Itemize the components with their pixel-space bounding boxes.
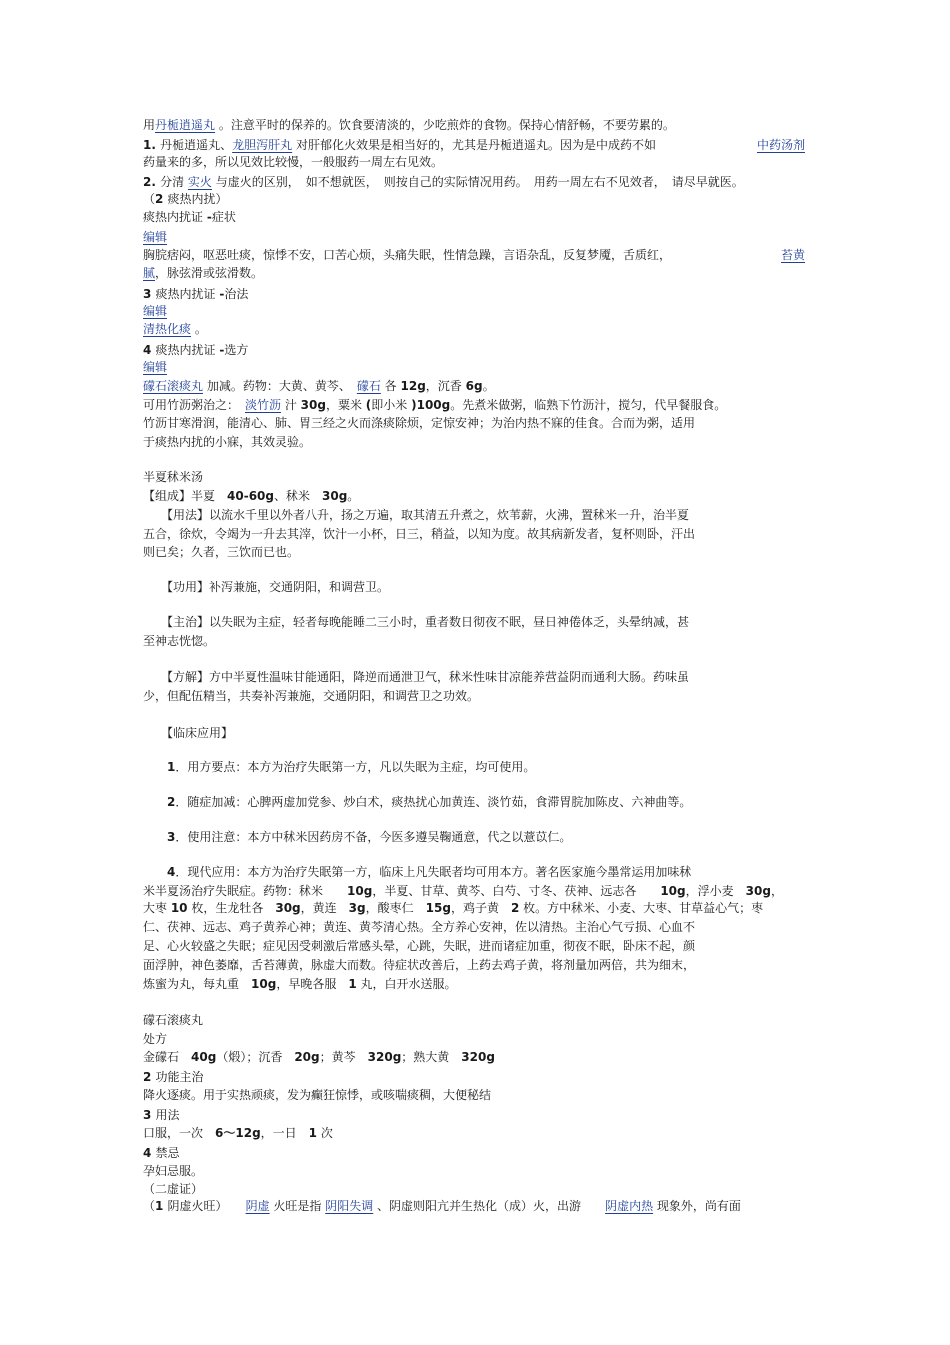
text-line [143, 688, 479, 704]
term-link[interactable]: 礞石滚痰丸 [143, 379, 204, 393]
text-run: （煅）；沉香 [216, 1050, 295, 1064]
text-line [143, 957, 695, 973]
text-run: 2. [143, 175, 161, 189]
text-run: 4 [143, 343, 156, 357]
text-run: 1 [155, 1199, 168, 1213]
text-run: 金礞石 [143, 1050, 192, 1064]
text-line [143, 191, 228, 207]
text-run: 于痰热内扰的小寐，其效灵验。 [143, 435, 312, 449]
text-run: ，酸枣仁 [365, 901, 426, 915]
text-line [143, 633, 215, 649]
text-run: 1 [308, 1126, 318, 1140]
text-run: 40-60g [227, 489, 274, 503]
text-run: 【临床应用】 [143, 726, 234, 740]
text-run: ，黄连 [300, 901, 349, 915]
text-line [143, 919, 695, 935]
text-line [143, 397, 726, 413]
term-link[interactable]: 腻 [143, 266, 156, 280]
text-run: 【功用】补泻兼施，交通阴阳，和调营卫。 [143, 580, 390, 594]
text-run: 大枣 [143, 901, 171, 915]
text-line [143, 1125, 333, 1141]
text-run: 口服，一次 [143, 1126, 216, 1140]
text-run: 。 [191, 322, 207, 336]
text-run [143, 795, 167, 809]
text-run: 30g [745, 884, 771, 898]
term-link[interactable]: 淡竹沥 [245, 398, 282, 412]
text-line [143, 1031, 167, 1047]
text-run: 礞石滚痰丸 [143, 1013, 204, 1027]
text-run: 10g [251, 977, 277, 991]
text-run: 半夏秫米汤 [143, 470, 204, 484]
text-line [143, 759, 535, 775]
text-run: 2 [143, 1070, 156, 1084]
text-line [143, 303, 167, 319]
text-run: 。注意平时的保养的。饮食要清淡的，少吃煎炸的食物。保持心情舒畅，不要劳累的。 [215, 118, 675, 132]
text-run: ，沉香 [425, 379, 466, 393]
text-run: 3 [143, 287, 156, 301]
text-run: 功能主治 [155, 1070, 204, 1084]
text-run: 次 [317, 1126, 333, 1140]
text-line [143, 378, 495, 394]
text-run: ；黄芩 [319, 1050, 368, 1064]
text-run: 炼蜜为丸，每丸重 [143, 977, 252, 991]
text-run: 枚，生龙牡各 [187, 901, 276, 915]
text-run: 30g [300, 398, 326, 412]
text-line [143, 1087, 491, 1103]
text-run: ，一日 [260, 1126, 309, 1140]
text-run: 痰热内扰证 [143, 210, 207, 224]
text-line [143, 321, 207, 337]
text-run: 面浮肿，神色萎靡，舌苔薄黄，脉虚大而数。待症状改善后，上药去鸡子黄，将剂量加两倍，共为细末， [143, 958, 696, 972]
text-run: ．现代应用：本方为治疗失眠第一方，临床上凡失眠者均可用本方。著名医家施今墨常运用加味秫 [175, 865, 692, 879]
text-run: 至神志恍惚。 [143, 634, 216, 648]
text-run: 1. [143, 138, 161, 152]
term-link[interactable]: 编辑 [143, 360, 168, 374]
text-line [143, 359, 167, 375]
text-run: 五合，徐炊，令竭为一升去其滓，饮汁一小杯，日三，稍益，以知为度。故其病新发者，复杯则卧，汗出 [143, 527, 696, 541]
text-run: )100g [411, 398, 451, 412]
text-run: （ [143, 192, 156, 206]
text-run: ，半夏、甘草、黄芩、白芍、寸冬、茯神、远志各 [372, 884, 661, 898]
text-run: ，脉弦滑或弦滑数。 [155, 266, 264, 280]
text-run: 【方解】方中半夏性温味甘能通阳，降逆而通泄卫气，秫米性味甘凉能养营益阴而通利大肠。药味虽 [143, 670, 690, 684]
text-run: 胸脘痞闷，呕恶吐痰，惊悸不安，口苦心烦，头痛失眠，性情急躁，言语杂乱，反复梦魇，舌质红， [143, 248, 672, 262]
text-line [143, 265, 263, 281]
text-line [143, 669, 689, 685]
term-link[interactable]: 阴虚 [245, 1199, 270, 1213]
text-line [143, 247, 671, 263]
text-run: 选方 [224, 343, 249, 357]
text-run: 2 [510, 901, 520, 915]
text-run [143, 830, 167, 844]
text-run: 即小米 [371, 398, 412, 412]
term-link[interactable]: 清热化痰 [143, 322, 192, 336]
text-run: ．用方要点：本方为治疗失眠第一方，凡以失眠为主症，均可使用。 [175, 760, 536, 774]
text-run [143, 760, 167, 774]
text-run: 汁 [281, 398, 301, 412]
text-run: 10g [660, 884, 686, 898]
text-run: 4 [167, 865, 176, 879]
text-run: ．使用注意：本方中秫米因药房不备，今医多遵吴鞠通意，代之以薏苡仁。 [175, 830, 572, 844]
text-line [143, 469, 203, 485]
text-line [143, 1012, 203, 1028]
text-run: 。 [347, 489, 360, 503]
text-run: 【主治】以失眠为主症，轻者每晚能睡二三小时，重者数日彻夜不眠，昼日神倦体乏，头晕纳减，甚 [143, 615, 690, 629]
text-run: 3 [167, 830, 176, 844]
text-run: 加减。药物：大黄、黄芩、 [203, 379, 357, 393]
term-link[interactable]: 阴虚内热 [605, 1199, 654, 1213]
text-run: 320g [367, 1050, 402, 1064]
text-run: ．随症加减：心脾两虚加党参、炒白术，痰热扰心加黄连、淡竹茹，食滞胃脘加陈皮、六神曲等。 [175, 795, 692, 809]
text-line [143, 488, 359, 504]
text-run: 。先煮米做粥，临熟下竹沥汁，搅匀，代早餐服食。 [450, 398, 727, 412]
text-line [143, 209, 236, 225]
text-line [143, 286, 248, 302]
text-line [143, 579, 389, 595]
text-line [143, 544, 299, 560]
text-run: - [219, 343, 225, 357]
text-run: 用法 [155, 1108, 180, 1122]
text-line [143, 883, 783, 899]
text-run: ，鸡子黄 [450, 901, 511, 915]
text-run: 20g [294, 1050, 320, 1064]
text-run: 则已矣；久者，三饮而已也。 [143, 545, 300, 559]
text-run: 丹栀逍遥丸、 [160, 138, 233, 152]
text-run: ， [770, 884, 783, 898]
text-run: （二虚证） [143, 1182, 204, 1196]
text-line [143, 614, 689, 630]
text-line [143, 725, 233, 741]
text-run: 痰热内扰证 [155, 287, 220, 301]
text-run: ( [365, 398, 372, 412]
text-run: 3g [348, 901, 366, 915]
text-run: 。 [482, 379, 495, 393]
text-run: 2 [155, 192, 168, 206]
term-link[interactable]: 丹栀逍遥丸 [155, 118, 216, 132]
text-run: ；熟大黄 [401, 1050, 462, 1064]
text-run: ，早晚各服 [276, 977, 349, 991]
text-line [143, 829, 571, 845]
text-line [143, 117, 675, 133]
text-run: 火旺是指 [269, 1199, 326, 1213]
text-run: 丸，白开水送服。 [356, 977, 457, 991]
text-run: 、秫米 [273, 489, 322, 503]
text-run: 禁忌 [155, 1146, 180, 1160]
text-line [143, 1145, 180, 1161]
text-line [143, 1163, 203, 1179]
term-link[interactable]: 礞石 [356, 379, 381, 393]
text-run: 少，但配伍精当，共奏补泻兼施，交通阴阳，和调营卫之功效。 [143, 689, 480, 703]
text-run: 分清 [160, 175, 188, 189]
text-line [143, 976, 457, 992]
term-link[interactable]: 中药汤剂 [756, 138, 805, 152]
text-run: 1 [348, 977, 357, 991]
text-line [143, 900, 763, 916]
text-run: 40g [191, 1050, 217, 1064]
text-run: 药量来的多，所以见效比较慢，一般服药一周左右见效。 [143, 155, 444, 169]
text-run: 对肝郁化火效果是相当好的，尤其是丹栀逍遥丸。因为是中成药不如 [292, 138, 656, 152]
text-run: 与虚火的区别， 如不想就医， 则按自己的实际情况用药。 用药一周左右不见效者， 请尽早就医。 [211, 175, 744, 189]
text-run: 30g [322, 489, 348, 503]
text-run: 现象外，尚有面 [653, 1199, 741, 1213]
text-run: 2 [167, 795, 176, 809]
text-run: 竹沥甘寒滑润，能清心、肺、胃三经之火而涤痰除烦，定惊安神；为治内热不寐的佳食。合而为粥，适用 [143, 416, 696, 430]
text-line [143, 794, 691, 810]
text-line [143, 864, 691, 880]
text-line [143, 1198, 741, 1214]
text-run: 10 [170, 901, 188, 915]
text-run: - [219, 287, 225, 301]
text-run: 30g [275, 901, 301, 915]
text-line [143, 1107, 180, 1123]
text-run: ，粟米 [325, 398, 366, 412]
term-link[interactable]: 苔黄 [780, 248, 805, 262]
text-line [143, 434, 311, 450]
text-run: 15g [425, 901, 451, 915]
text-line [143, 154, 443, 170]
text-line [143, 229, 167, 245]
text-line [143, 526, 695, 542]
text-line [143, 1049, 495, 1065]
text-run: 【用法】以流水千里以外者八升，扬之万遍，取其清五升煮之，炊苇薪，火沸，置秫米一升，治半夏 [143, 508, 690, 522]
text-line [143, 938, 695, 954]
term-link[interactable]: 实火 [187, 175, 212, 189]
text-run: 米半夏汤治疗失眠症。药物：秫米 [143, 884, 348, 898]
text-run: 用 [143, 118, 156, 132]
text-run: 阴虚火旺） [167, 1199, 246, 1213]
text-run: 仁、茯神、远志、鸡子黄养心神；黄连、黄芩清心热。全方养心安神，佐以清热。主治心气亏损、心血不 [143, 920, 696, 934]
term-link[interactable]: 龙胆泻肝丸 [232, 138, 293, 152]
text-line [143, 415, 695, 431]
term-link[interactable]: 阴阳失调 [325, 1199, 374, 1213]
term-link[interactable]: 编辑 [143, 304, 168, 318]
term-link[interactable]: 编辑 [143, 230, 168, 244]
text-line [143, 174, 744, 190]
text-run: 4 [143, 1146, 156, 1160]
text-run: 6～12g [215, 1126, 261, 1140]
text-run: 痰热内扰） [167, 192, 228, 206]
text-run: ，浮小麦 [685, 884, 746, 898]
text-run: 痰热内扰证 [155, 343, 220, 357]
text-run: - [206, 210, 212, 224]
text-run: 【组成】半夏 [143, 489, 228, 503]
text-run: 处方 [143, 1032, 168, 1046]
text-run: 10g [347, 884, 373, 898]
text-run: 1 [167, 760, 176, 774]
text-run: 12g [400, 379, 426, 393]
text-run: 枚。方中秫米、小麦、大枣、甘草益心气；枣 [519, 901, 764, 915]
text-run: 治法 [224, 287, 249, 301]
text-run [143, 865, 167, 879]
text-run: 各 [380, 379, 401, 393]
text-run: 、阴虚则阳亢并生热化（成）火，出游 [373, 1199, 606, 1213]
text-line [143, 507, 689, 523]
text-line [143, 1069, 204, 1085]
text-line [143, 1181, 203, 1197]
text-run: 降火逐痰。用于实热顽痰，发为癫狂惊悸，或咳喘痰稠，大便秘结 [143, 1088, 492, 1102]
text-line [143, 342, 248, 358]
text-run: 足、心火较盛之失眠；症见因受刺激后常感头晕，心跳，失眠，进而诸症加重，彻夜不眠，卧床不起，颜 [143, 939, 696, 953]
text-run: 320g [461, 1050, 495, 1064]
text-run: 孕妇忌服。 [143, 1164, 204, 1178]
text-run: （ [143, 1199, 156, 1213]
text-run: 3 [143, 1108, 156, 1122]
text-run: 6g [465, 379, 483, 393]
text-run: 可用竹沥粥治之： [143, 398, 246, 412]
text-run: 症状 [211, 210, 236, 224]
text-line [143, 137, 656, 153]
